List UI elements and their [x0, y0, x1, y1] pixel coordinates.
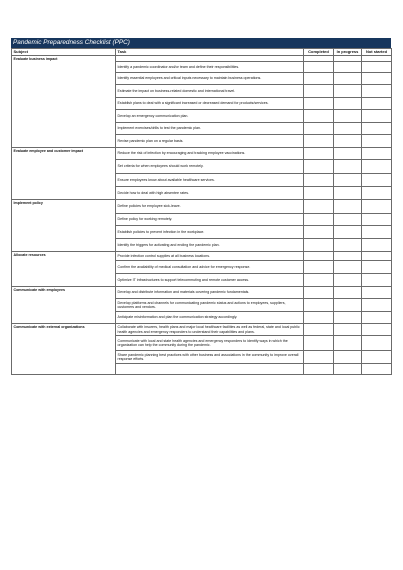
checklist-row — [12, 287, 392, 299]
status-cell-not-started[interactable] — [362, 62, 392, 73]
status-cell-completed[interactable] — [304, 62, 334, 73]
header-subject: Subject — [12, 49, 116, 56]
status-cell-in-progress[interactable] — [334, 226, 362, 239]
section-subject: Allocate resources — [12, 252, 116, 287]
section-subject: Communicate with external organizations — [12, 324, 116, 375]
status-cell-completed[interactable] — [304, 226, 334, 239]
status-cell-not-started[interactable] — [362, 73, 392, 85]
task-text: Define policy for working remotely. — [116, 214, 304, 226]
status-cell-in-progress[interactable] — [334, 62, 362, 73]
task-text: Estimate the impact on business-related domestic and international travel. — [116, 85, 304, 98]
status-cell-in-progress[interactable] — [334, 299, 362, 312]
status-cell-completed[interactable] — [304, 252, 334, 261]
status-cell-not-started[interactable] — [362, 135, 392, 148]
status-cell-in-progress[interactable] — [334, 287, 362, 299]
task-text: Set criteria for when employees should work remotely. — [116, 160, 304, 174]
status-cell-not-started[interactable] — [362, 274, 392, 287]
status-cell-not-started[interactable] — [362, 98, 392, 110]
checklist-row — [12, 148, 392, 160]
status-cell-completed[interactable] — [304, 312, 334, 324]
header-in-progress: In progress — [334, 49, 362, 56]
task-text: Share pandemic planning best practices with other business and associations in the community to improve overall response efforts. — [116, 351, 304, 364]
status-cell-not-started[interactable] — [362, 261, 392, 274]
task-text: Identify essential employees and critical inputs necessary to maintain business operations. — [116, 73, 304, 85]
task-text: Identify a pandemic coordinator and/or team and define their responsibilities. — [116, 62, 304, 73]
status-cell-in-progress[interactable] — [334, 148, 362, 160]
status-cell-not-started[interactable] — [362, 214, 392, 226]
status-cell-not-started[interactable] — [362, 174, 392, 187]
checklist-row — [12, 252, 392, 261]
section-subject: Evaluate employee and customer impact — [12, 148, 116, 200]
task-text: Revise pandemic plan on a regular basis. — [116, 135, 304, 148]
status-cell-in-progress[interactable] — [334, 85, 362, 98]
task-text: Communicate with local and state health agencies and emergency responders to identify ways in which the organization can help the community during the pandemic. — [116, 336, 304, 351]
status-cell-completed[interactable] — [304, 364, 334, 375]
task-text: Establish plans to deal with a significant increased or decreased demand for products/services. — [116, 98, 304, 110]
status-cell-in-progress[interactable] — [334, 324, 362, 336]
checklist-table — [11, 48, 392, 375]
status-cell-not-started[interactable] — [362, 200, 392, 214]
checklist-row — [12, 200, 392, 214]
status-cell-completed[interactable] — [304, 148, 334, 160]
status-cell-in-progress[interactable] — [334, 123, 362, 135]
status-cell-not-started[interactable] — [362, 123, 392, 135]
status-cell-not-started[interactable] — [362, 336, 392, 351]
status-cell-in-progress[interactable] — [334, 187, 362, 200]
status-cell-in-progress[interactable] — [334, 261, 362, 274]
status-cell-completed[interactable] — [304, 85, 334, 98]
task-text: Develop an emergency communication plan. — [116, 110, 304, 123]
status-cell-in-progress[interactable] — [334, 239, 362, 252]
status-cell-not-started[interactable] — [362, 324, 392, 336]
status-cell-not-started[interactable] — [362, 239, 392, 252]
checklist-title: Pandemic Preparedness Checklist (PPC) — [11, 38, 391, 48]
status-cell-not-started[interactable] — [362, 364, 392, 375]
status-cell-completed[interactable] — [304, 135, 334, 148]
section-subject: Implement policy — [12, 200, 116, 252]
task-text: Develop platforms and channels for communicating pandemic status and actions to employees, suppliers, customers and vendors. — [116, 299, 304, 312]
status-cell-not-started[interactable] — [362, 252, 392, 261]
header-task: Task — [116, 49, 304, 56]
status-cell-completed[interactable] — [304, 261, 334, 274]
task-text: Establish policies to prevent infection in the workplace. — [116, 226, 304, 239]
status-cell-in-progress[interactable] — [334, 351, 362, 364]
status-cell-in-progress[interactable] — [334, 312, 362, 324]
status-cell-completed[interactable] — [304, 123, 334, 135]
status-cell-in-progress[interactable] — [334, 214, 362, 226]
status-cell-in-progress[interactable] — [334, 174, 362, 187]
status-cell-completed[interactable] — [304, 287, 334, 299]
task-text: Provide infection control supplies at all business locations. — [116, 252, 304, 261]
header-completed: Completed — [304, 49, 334, 56]
status-cell-in-progress[interactable] — [334, 135, 362, 148]
status-cell-completed[interactable] — [304, 299, 334, 312]
status-cell-not-started[interactable] — [362, 299, 392, 312]
status-cell-not-started[interactable] — [362, 226, 392, 239]
status-cell-completed[interactable] — [304, 351, 334, 364]
status-cell-in-progress[interactable] — [334, 160, 362, 174]
checklist-row — [12, 324, 392, 336]
task-text: Confirm the availability of medical consultation and advice for emergency response. — [116, 261, 304, 274]
header-not-started: Not started — [362, 49, 392, 56]
task-text: Decide how to deal with high absentee rates. — [116, 187, 304, 200]
status-cell-in-progress[interactable] — [334, 200, 362, 214]
status-cell-in-progress[interactable] — [334, 336, 362, 351]
status-cell-not-started[interactable] — [362, 85, 392, 98]
status-cell-completed[interactable] — [304, 160, 334, 174]
section-subject: Communicate with employees — [12, 287, 116, 324]
task-text: Define policies for employee sick-leave. — [116, 200, 304, 214]
status-cell-completed[interactable] — [304, 214, 334, 226]
status-cell-in-progress[interactable] — [334, 98, 362, 110]
status-cell-completed[interactable] — [304, 174, 334, 187]
status-cell-completed[interactable] — [304, 98, 334, 110]
task-text: Develop and distribute information and materials covering pandemic fundamentals. — [116, 287, 304, 299]
task-text: Implement exercises/drills to test the pandemic plan. — [116, 123, 304, 135]
status-cell-in-progress[interactable] — [334, 73, 362, 85]
status-cell-completed[interactable] — [304, 274, 334, 287]
task-text: Identify the triggers for activating and ending the pandemic plan. — [116, 239, 304, 252]
status-cell-in-progress[interactable] — [334, 364, 362, 375]
checklist-sheet — [11, 38, 391, 375]
task-text — [116, 364, 304, 375]
status-cell-completed[interactable] — [304, 110, 334, 123]
task-text: Optimize IT infrastructures to support telecommuting and remote customer access. — [116, 274, 304, 287]
header-row — [12, 49, 392, 56]
status-cell-completed[interactable] — [304, 200, 334, 214]
status-cell-completed[interactable] — [304, 187, 334, 200]
status-cell-in-progress[interactable] — [334, 274, 362, 287]
status-cell-completed[interactable] — [304, 336, 334, 351]
status-cell-completed[interactable] — [304, 73, 334, 85]
status-cell-not-started[interactable] — [362, 160, 392, 174]
status-cell-in-progress[interactable] — [334, 252, 362, 261]
status-cell-not-started[interactable] — [362, 187, 392, 200]
section-subject: Evaluate business impact — [12, 56, 116, 148]
task-text: Ensure employees know about available healthcare services. — [116, 174, 304, 187]
status-cell-not-started[interactable] — [362, 312, 392, 324]
status-cell-not-started[interactable] — [362, 148, 392, 160]
status-cell-not-started[interactable] — [362, 110, 392, 123]
status-cell-not-started[interactable] — [362, 351, 392, 364]
status-cell-completed[interactable] — [304, 239, 334, 252]
task-text: Reduce the risk of infection by encouraging and tracking employee vaccinations. — [116, 148, 304, 160]
status-cell-completed[interactable] — [304, 324, 334, 336]
task-text: Anticipate misinformation and plan the communication strategy accordingly. — [116, 312, 304, 324]
status-cell-in-progress[interactable] — [334, 110, 362, 123]
status-cell-not-started[interactable] — [362, 287, 392, 299]
task-text: Collaborate with insurers, health plans and major local healthcare facilities as well as federal, state and local public health agencies and emergency responders to understand their capabilities and plans. — [116, 324, 304, 336]
